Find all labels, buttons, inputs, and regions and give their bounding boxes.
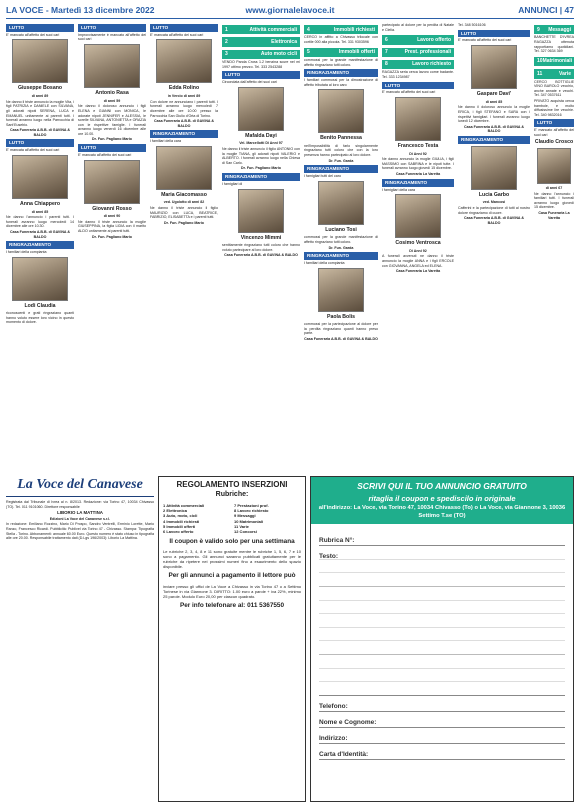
deceased-age: Di Anni 92 xyxy=(409,151,427,156)
rubrica-field[interactable]: Rubrica N°: xyxy=(319,530,565,546)
lutto-bar: LUTTO xyxy=(534,119,574,127)
thanks-intro: I familiari della compianta xyxy=(304,261,345,266)
rubric-item: 9 Messaggi xyxy=(234,513,256,519)
column-7 xyxy=(458,22,530,226)
obituary-text: Ne danno il doloroso annuncio la moglie ERICA, i figli STEFANO e SARA con i rispettivi famigliari. I funerali avranno luogo lunedì 12 dicembre. xyxy=(458,105,530,124)
intro: E' mancato all'affetto dei suoi cari xyxy=(534,128,574,137)
rubric-item: 6 Lavoro offerto xyxy=(163,528,194,534)
deceased-name: Paola Bolis xyxy=(327,313,355,320)
obituary-text: Ne danno il triste annuncio il figlio ANTONIO con la moglie TIANA, gli adorati nipoti VALERIO e ALBERTO. I funerali avranno luogo nella Chiesa di San Carlo. xyxy=(222,147,300,165)
intro: E' mancato all'affetto dei suoi cari xyxy=(382,90,436,95)
nome-field[interactable]: Nome e Cognome: xyxy=(319,712,565,728)
deceased-age: di anni 85 xyxy=(31,209,49,214)
info-phone: Per info telefonare al: 011 5367550 xyxy=(179,601,285,609)
deceased-photo xyxy=(318,268,364,312)
coupon-validity: Il coupon è valido solo per una settimana xyxy=(169,537,295,545)
deceased-age: Di Anni 92 xyxy=(409,248,427,253)
agency: Casa Funeraria A.B.B. di GAVINA & BALDO xyxy=(10,128,70,137)
deceased-name: Antonio Rasa xyxy=(95,90,129,97)
deceased-name: Lucia Garbo xyxy=(478,191,510,198)
deceased-photo xyxy=(12,155,68,199)
header-website[interactable]: www.giornalelavoce.it xyxy=(245,5,335,16)
agency: Dr. Fun. Pagliano Mario xyxy=(164,220,204,225)
thanks-text: sentitamente ringraziano tutti coloro che hanno voluto partecipare al loro dolore. xyxy=(222,243,300,252)
classified-ad: CERCO BOTTIGLIE VINO BAROLO vecchio, anche annate e vecchi. Tel. 347 0537611 xyxy=(534,79,574,98)
deceased-name: Vincenzo Mimmi xyxy=(240,234,282,241)
deceased-age: in Vercio di anni 89 xyxy=(167,94,201,99)
obituary-text: Ne danno il triste annuncio la moglie Vita, i figli PATRIZIA e DANIELE con SILVANA, gli adorati nipoti SERENA, LUCA e EMANUEL unitamente ai parenti tutti. I funerali avranno luogo nella Parrocchia di Sant'Eusebio. xyxy=(6,99,74,127)
coupon-headline: SCRIVI QUI IL TUO ANNUNCIO GRATUITO xyxy=(357,481,527,491)
agency: Dr. Fun. Pagliano Mario xyxy=(92,137,132,142)
agency: Casa Funeraria A.B.B. di GAVINA & BALDO xyxy=(304,337,378,342)
deceased-name: Cosimo Ventrosca xyxy=(395,240,441,247)
classified-ad: partecipato al dolore per la perdita di Natale e Clelia. xyxy=(382,23,454,32)
ringraziamento-bar: RINGRAZIAMENTO xyxy=(222,173,300,181)
rubric-4: 4 Immobili richiesti xyxy=(304,25,378,34)
thanks-text: riconoscenti e grati ringraziano quanti hanno voluto essere loro vicino in questo momento di dolore. xyxy=(6,311,74,325)
agency: Casa Funeraria A.B.B. di GAVINA & BALDO xyxy=(464,124,524,134)
deceased-age: di anni 89 xyxy=(31,94,49,99)
ringraziamento-bar: RINGRAZIAMENTO xyxy=(458,136,530,144)
thanks-intro: I familiari della cara xyxy=(150,139,181,144)
deceased-name: Benito Pannessa xyxy=(320,135,362,142)
paid-ads-heading: Per gli annunci a pagamento il lettore può xyxy=(168,572,296,580)
masthead xyxy=(6,476,154,542)
deceased-name: Maria Giacomasso xyxy=(161,191,207,198)
rubric-item: 1 Attività commerciali xyxy=(163,503,205,509)
rubric-item: 11 Varie xyxy=(234,523,249,529)
ringraziamento-bar: RINGRAZIAMENTO xyxy=(304,69,378,77)
deceased-photo xyxy=(471,146,517,190)
lutto-bar: LUTTO xyxy=(458,30,530,38)
ringraziamento-bar: RINGRAZIAMENTO xyxy=(304,165,378,173)
deceased-photo xyxy=(12,257,68,301)
agency: Dr. Fun. Garda xyxy=(328,245,354,250)
masthead-registration: Registrata dal Tribunale di Ivrea al n. 8/2013. Redazione: via Torino 47, 10034 Chivasso (TO). Tel. 011 9101060. Direttore responsabile xyxy=(6,499,154,509)
classified-ad: BANCHETTE D'IVREA RAGAZZA ottenuta rapportiamo quotidiani. Tel. 327 0634 369 xyxy=(534,35,574,54)
thanks-intro: I famigliari tutti del caro xyxy=(304,174,341,179)
column-1 xyxy=(6,22,74,326)
obituary-text: Ne danno il triste annuncio il figlio MAURIZIO con LUCA, BEATRICE, FABRIZIO, ELISABETTA e i parenti tutti. xyxy=(150,206,218,220)
rubric-item: 3 Auto, moto, cicli xyxy=(163,513,198,519)
rubric-item: 10 Matrimoniali xyxy=(234,518,264,524)
column-8 xyxy=(534,22,574,221)
testo-field[interactable]: Testo: xyxy=(319,546,565,696)
classified-ad: PRIVATO acquista cerca bambole, e molto diffusissime lire vecchie. Tel. 340 9832016 xyxy=(534,98,574,117)
indirizzo-field[interactable]: Indirizzo: xyxy=(319,728,565,744)
rubric-1: 1 Attività commerciali xyxy=(222,25,300,34)
deceased-photo xyxy=(395,194,441,238)
intro: E' mancata all'affetto dei suoi cari xyxy=(6,148,60,153)
rules-subtitle: Rubriche: xyxy=(215,491,249,499)
rules-text: Le rubriche 2, 3, 4, 8 e 11 sono gratuite mentre le rubriche 1, 5, 6, 7 e 10 sono a pagamento. Gli annunci saranno pubblicati gratuitamente per le rubriche da ripetere nei prossimi numeri fino a esaurimento dello spazio disponibile. xyxy=(163,549,301,570)
deceased-name: Claudio Crosco xyxy=(534,139,574,146)
column-3 xyxy=(150,22,218,226)
deceased-name: Edda Rolino xyxy=(168,85,200,92)
obituary-text: Ne danno il doloroso annuncio i figli ELENA e GIANNI con MONICA, le adorate nipoti JENNIFER e ALESSIA, le sorelle SILVANA, ANTONIETTA e ORAZIA con le rispettive famiglie. I funerali avranno luogo venerdì 16 dicembre alle ore 10.00. xyxy=(78,104,146,136)
rubric-item: 5 Immobili offerti xyxy=(163,523,196,529)
classified-ad: RAGAZZA seria cerca lavoro come badante. Tel. 333 1234987 xyxy=(382,70,454,79)
rubric-3: 3 Auto moto cicli xyxy=(222,50,300,59)
agency: Casa Funeraria A.B.B. di GAVINA & BALDO xyxy=(464,216,524,225)
rubric-5: 5 Immobili offerti xyxy=(304,48,378,57)
column-2 xyxy=(78,22,146,240)
coupon-address: all'indirizzo: La Voce, via Torino 47, 10034 Chivasso (To) o La Voce, via Giannone 3, 10036 Settimo T.se (TO) xyxy=(318,505,566,519)
deceased-photo xyxy=(12,39,68,83)
deceased-name: Mafalda Dayi xyxy=(245,132,277,139)
agency: Casa Funeraria La Varetta xyxy=(395,172,441,177)
rubric-6: 6 Lavoro offerto xyxy=(382,35,454,44)
deceased-photo xyxy=(537,148,571,184)
deceased-name: Lodi Claudia xyxy=(24,302,56,309)
rubric-item: 12 Concorsi xyxy=(234,528,257,534)
header-section: ANNUNCI | 47 xyxy=(518,5,574,16)
lutto-bar: LUTTO xyxy=(222,71,300,79)
paid-ads-text: inviare presso gli uffici de La Voce a Chivasso in via Torino 47 o a Settimo Torinese in via Giannone 3. DIRITTO: 1.00 euro a parole + iva 22%, minimo 25 parole. Modulo Euro 20,00 per ciascun quadrato. xyxy=(163,583,301,599)
deceased-photo xyxy=(318,181,364,225)
thanks-text: Cafferini e la partecipazione di tutti al nostro dolore ringraziamo di cuore. xyxy=(458,206,530,215)
masthead-director: LIBORIO LA MATTINA xyxy=(57,510,103,516)
agency: Casa Funeraria La Varetta xyxy=(395,269,441,274)
rubric-item: 8 Lavoro richiesto xyxy=(234,508,269,514)
deceased-name: Giovanni Rosso xyxy=(92,205,132,212)
rules-title: REGOLAMENTO INSERZIONI xyxy=(176,480,288,489)
thanks-intro: I familiari commossi per la dimostrazione di affetto tributata al loro caro xyxy=(304,78,378,87)
deceased-photo xyxy=(84,44,140,88)
ringraziamento-bar: RINGRAZIAMENTO xyxy=(382,179,454,187)
deceased-photo xyxy=(156,39,212,83)
carta-identita-field[interactable]: Carta d'Identità: xyxy=(319,744,565,760)
column-4 xyxy=(222,22,300,259)
agency: Dr. Fun. Pagliano Mario xyxy=(241,166,281,171)
deceased-photo xyxy=(471,45,517,89)
thanks-intro: I familiari della compianta xyxy=(6,250,47,255)
intro: E' mancato all'affetto dei suoi cari xyxy=(6,32,60,37)
lutto-bar: LUTTO xyxy=(6,24,74,32)
rubric-10: 10 Matrimoniali xyxy=(534,57,574,66)
intro: Circondata dall'affetto dei suoi cari xyxy=(222,80,277,85)
agency: Casa Funeraria A.B.B. di GAVINA & BALDO xyxy=(154,119,214,128)
rubric-8: 8 Lavoro richiesto xyxy=(382,60,454,69)
agency: Casa Funeraria A.B.B. di GAVINA & BALDO xyxy=(10,229,70,239)
coupon-form xyxy=(310,476,574,802)
coupon-subline: ritaglia il coupon e spediscilo in originale xyxy=(368,493,516,503)
coupon-header xyxy=(311,477,573,524)
thanks-text: commossi per la grande manifestazione di affetto ringraziano tutti coloro. xyxy=(304,235,378,244)
obituary-text: Ne danno il triste annuncio la moglie GIUSEPPINA, la figlia LIDIA con il marito ALDO unitamente ai parenti tutti. xyxy=(78,219,146,233)
deceased-name: Luciano Tosi xyxy=(325,226,357,233)
header-date: LA VOCE - Martedì 13 dicembre 2022 xyxy=(6,5,155,16)
thanks-intro: I famigliari della cara xyxy=(382,187,415,192)
obituary-text: Con dolore ne annunciano i parenti tutti. I funerali avranno luogo mercoledì 7 dicembre alle ore 10.00 presso la Parrocchia San Giulio d'Orta di Torino. xyxy=(150,99,218,118)
agency: Dr. Fun. Pagliano Mario xyxy=(92,234,132,239)
deceased-age: ved. Mancosi xyxy=(482,200,506,205)
page-header xyxy=(6,3,574,19)
rubric-item: 2 Elettronica xyxy=(163,508,188,514)
thanks-text: nell'impossibilità di farlo singolarmente ringraziano tutti coloro che con la loro presenza hanno partecipato al loro dolore. xyxy=(304,143,378,158)
ringraziamento-bar: RINGRAZIAMENTO xyxy=(304,252,378,260)
rubric-2: 2 Elettronica xyxy=(222,37,300,46)
deceased-age: di anni 67 xyxy=(545,186,563,191)
thanks-text: commossi per la partecipazione al dolore per la perdita ringraziano quanti hanno preso parte. xyxy=(304,322,378,336)
masthead-title: La Voce del Canavese xyxy=(6,476,154,497)
coupon-fields xyxy=(311,524,573,766)
deceased-photo xyxy=(238,189,284,233)
agency: Casa Funeraria La Varetta xyxy=(538,210,570,220)
rubric-7: 7 Prest. professionali xyxy=(382,48,454,57)
intro: Improvvisamente è mancato all'affetto dei suoi cari xyxy=(78,32,146,42)
deceased-photo xyxy=(238,87,284,131)
intro: E' mancato all'affetto dei suoi cari xyxy=(458,38,512,43)
deceased-photo xyxy=(318,89,364,133)
rubric-item: 7 Prestazioni prof. xyxy=(234,503,269,509)
deceased-photo xyxy=(156,146,212,190)
lutto-bar: LUTTO xyxy=(6,139,74,147)
thanks-intro: I famigliari di xyxy=(222,181,243,186)
deceased-photo xyxy=(84,160,140,204)
deceased-name: Francesco Testa xyxy=(397,143,439,150)
rules-box xyxy=(158,476,306,802)
obituary-text: Ne danno annuncio la moglie GIULIA, i figli MASSIMO con SABRINA e le nipoti tutte. I funerali avranno luogo giovedì 15 dicembre. xyxy=(382,157,454,171)
deceased-photo xyxy=(395,97,441,141)
lutto-bar: LUTTO xyxy=(382,82,454,90)
ringraziamento-bar: RINGRAZIAMENTO xyxy=(150,130,218,138)
intro: E' mancata all'affetto dei suoi cari xyxy=(150,32,204,37)
deceased-name: Anna Chiappero xyxy=(19,200,61,207)
obituary-text: Ne danno l'annuncio i parenti tutti. I funerali avranno luogo mercoledì 14 dicembre alle ore 10.30. xyxy=(6,215,74,229)
deceased-age: di anni 90 xyxy=(103,214,121,219)
deceased-age: di anni 59 xyxy=(103,98,121,103)
classified-ad: Tel. 348 5016106 xyxy=(458,23,486,27)
deceased-age: Vel. Marcellotti Di Anni 97 xyxy=(239,141,283,146)
deceased-age: ved. Ugolotto di anni 82 xyxy=(163,200,205,205)
classified-ad: commossi per la grande manifestazione di affetto ringraziano tutti coloro. xyxy=(304,57,378,67)
telefono-field[interactable]: Telefono: xyxy=(319,696,565,712)
masthead-body: In redazione: Emiliano Rozzino, Mario Di Prospo, Sandro Ventrelli, Erminio Lorette, Mario Ranzo, Francesco Ricardi. Pubblicità: Publivel via Torino 47 - Chivasso. Stampa: Tipografia Stella - Torino. Abbonamenti: annuale 60.00 Euro. Questo numero è stato chiuso in tipografia alle ore 20.00. Responsabile trattamento dati (D.Lgs 196/2003): Liborio La Mattina. xyxy=(6,522,154,541)
lutto-bar: LUTTO xyxy=(78,144,146,152)
agency: Dr. Fun. Garda xyxy=(328,158,354,163)
rubric-11: 11 Varie xyxy=(534,69,574,78)
classified-ad: CERCO in affitto a Chivasso trilocale con cortile 000 alla piccola. Tel. 331 9303596 xyxy=(304,35,378,44)
deceased-age: di anni 85 xyxy=(485,99,503,104)
classified-ad: VENDO Panda Cross 1.2 benzina scure nel mi 1997 ottimo prezzo. Tel. 333 2543288 xyxy=(222,60,300,69)
column-6 xyxy=(382,22,454,275)
lutto-bar: LUTTO xyxy=(150,24,218,32)
ringraziamento-bar: RINGRAZIAMENTO xyxy=(6,241,74,249)
rubric-item: 4 Immobili richiesti xyxy=(163,518,200,524)
rubric-9: 9 Messaggi xyxy=(534,25,574,34)
masthead-editor: Edizioni La Voce del Canavese s.r.l. xyxy=(49,516,111,521)
thanks-text: A funerali avvenuti ne danno il triste annuncio la moglie ANNA e i figli ERCOLE con GIOVANNA, ANGELA ed ELENA. xyxy=(382,254,454,268)
lutto-bar: LUTTO xyxy=(78,24,146,32)
rubric-list xyxy=(163,503,301,534)
deceased-name: Giuseppe Bosano xyxy=(17,85,63,92)
obituary-text: Ne danno l'annuncio i familiari tutti. I funerali avranno luogo giovedì 15 dicembre. xyxy=(534,191,574,210)
deceased-name: Gaspare Davi' xyxy=(476,91,512,98)
agency: Casa Funeraria A.B.B. di GAVINA & BALDO xyxy=(224,253,298,258)
column-5 xyxy=(304,22,378,343)
intro: E' mancato all'affetto dei suoi cari xyxy=(78,152,132,157)
